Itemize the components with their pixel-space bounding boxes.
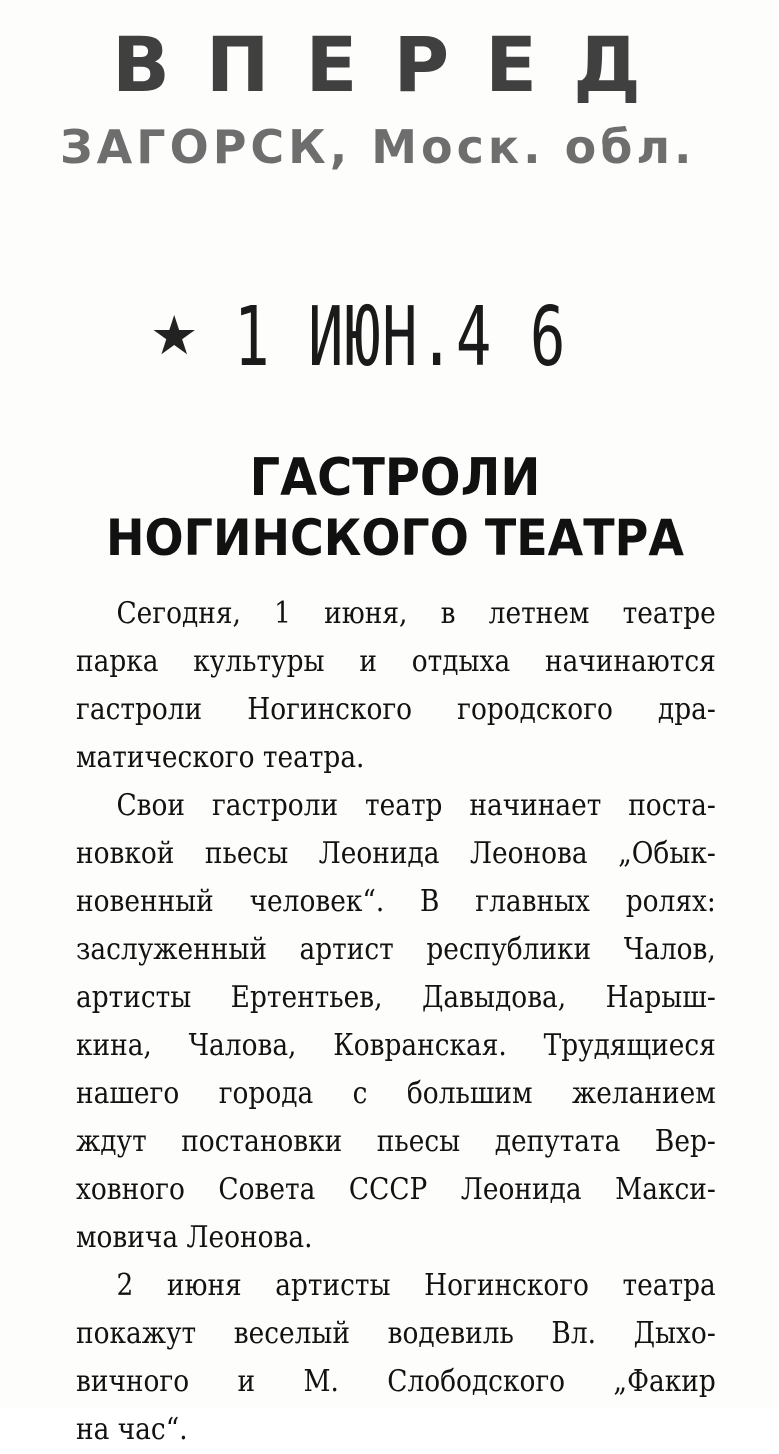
article-line: парка культуры и отдыха начинаются (76, 644, 716, 679)
date-stamp-text: 1 ИЮН.4 6 (234, 290, 567, 385)
article-body (76, 590, 716, 1454)
paragraph-3 (76, 1262, 716, 1454)
headline-line-1: ГАСТРОЛИ (249, 448, 541, 508)
headline-line-2: НОГИНСКОГО ТЕАТРА (106, 509, 684, 567)
article-headline (80, 448, 710, 568)
article-line: артисты Ертентьев, Давыдова, Нарыш- (76, 980, 716, 1015)
article-line: матического театра. (76, 740, 365, 775)
stamp-newspaper-title: ВПЕРЕД (112, 20, 677, 109)
article-line: Сегодня, 1 июня, в летнем театре (116, 596, 716, 631)
article-line: мовича Леонова. (76, 1220, 313, 1255)
article-line: покажут веселый водевиль Вл. Дыхо- (76, 1316, 716, 1351)
article-line: 2 июня артисты Ногинского театра (116, 1268, 716, 1303)
paragraph-2 (76, 782, 716, 1262)
library-stamp (60, 20, 710, 180)
article-line: заслуженный артист республики Чалов, (76, 932, 716, 967)
article-line: гастроли Ногинского городского дра- (76, 692, 716, 727)
article-line: ждут постановки пьесы депутата Вер- (76, 1124, 716, 1159)
article-line: Свои гастроли театр начинает поста- (116, 788, 716, 823)
article-line: кина, Чалова, Ковранская. Трудящиеся (76, 1028, 716, 1063)
article-line: новенный человек“. В главных ролях: (76, 884, 716, 919)
article-line: вичного и М. Слободского „Факир (76, 1364, 716, 1399)
article-line: на час“. (76, 1412, 188, 1447)
article-line: нашего города с большим желанием (76, 1076, 716, 1111)
stamp-location: ЗАГОРСК, Моск. обл. (60, 120, 696, 174)
star-icon: ★ (150, 304, 199, 367)
paragraph-1 (76, 590, 716, 782)
article-line: ховного Совета СССР Леонида Макси- (76, 1172, 716, 1207)
article-line: новкой пьесы Леонида Леонова „Обык- (76, 836, 716, 871)
